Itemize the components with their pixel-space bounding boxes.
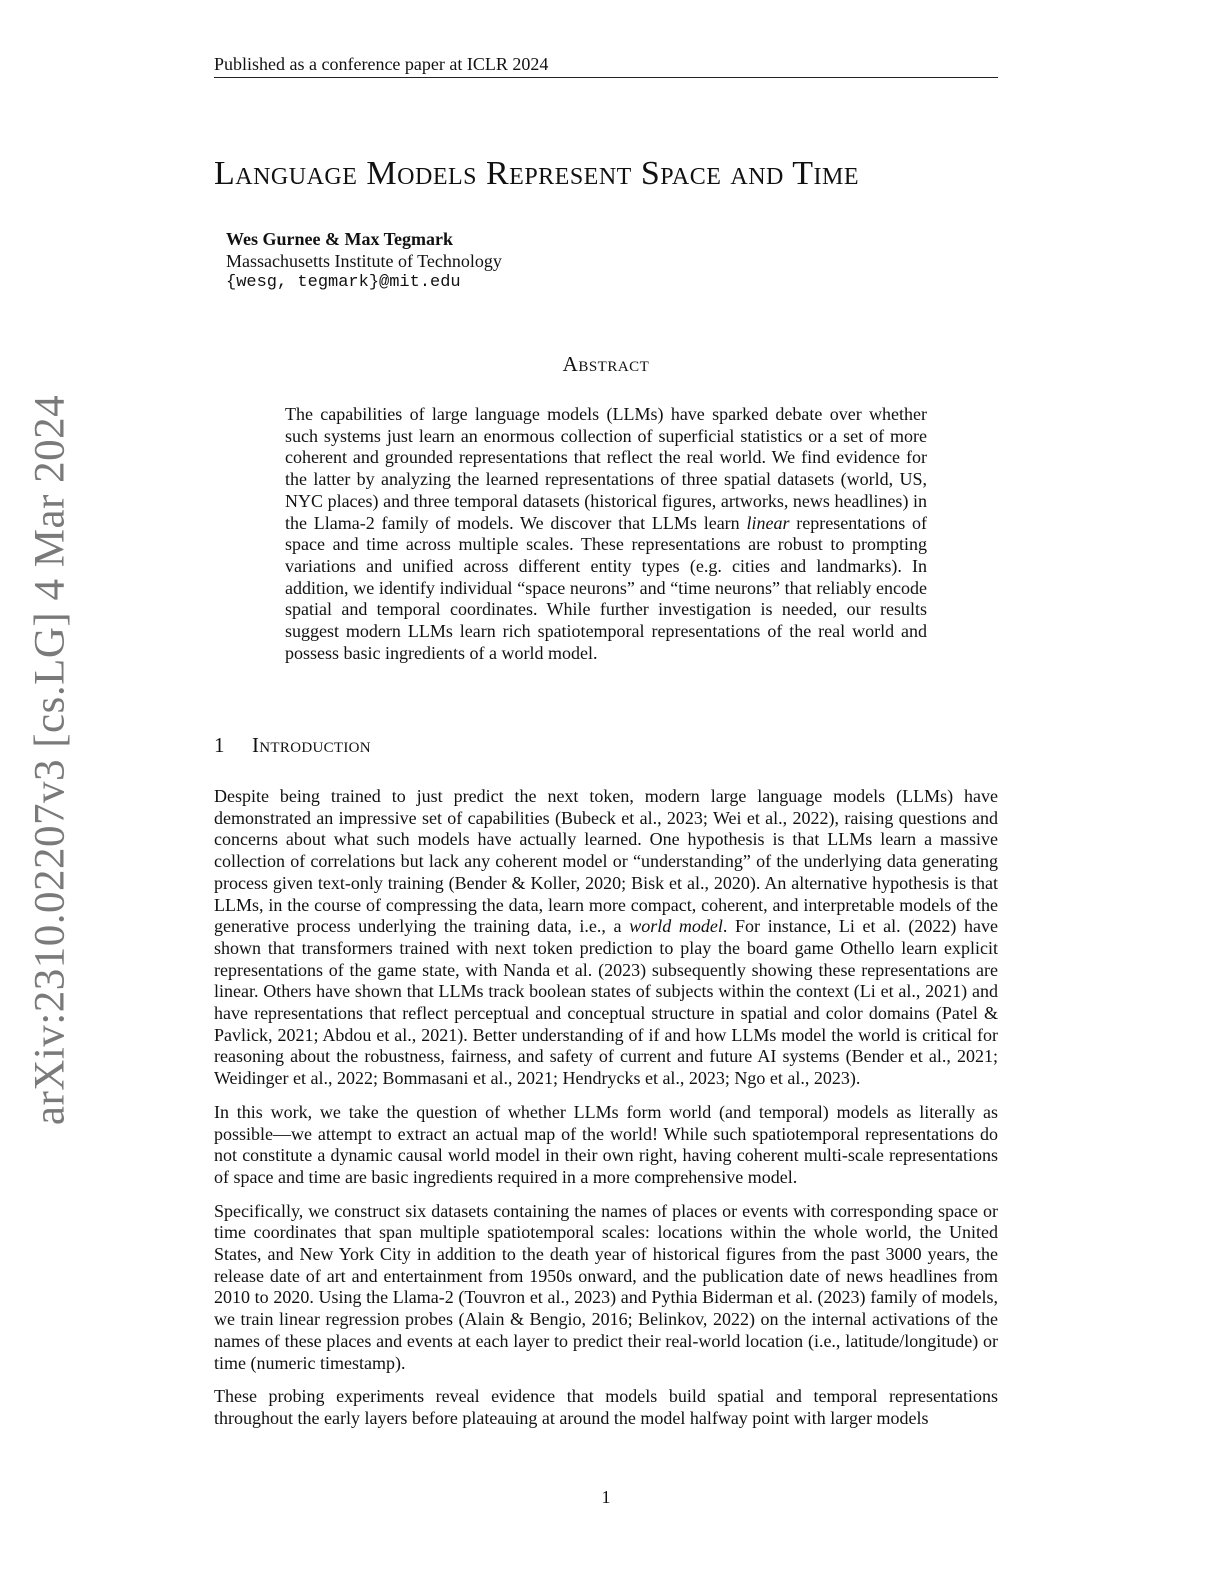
section-heading	[214, 733, 371, 758]
paragraph-emphasis: world model	[629, 916, 723, 937]
running-header: Published as a conference paper at ICLR 2024	[214, 53, 998, 78]
author-block	[226, 228, 502, 294]
paper-title: Language Models Represent Space and Time	[214, 155, 860, 192]
author-email: {wesg, tegmark}@mit.edu	[226, 273, 461, 292]
body-paragraph: Specifically, we construct six datasets containing the names of places or events with corresponding space or time coordinates that span multiple spatiotemporal scales: locations within the whole world, the United States, and New York City in addition to the death year of historical figures from the past 3000 years, the release date of art and entertainment from 1950s onward, and the publication date of news headlines from 2010 to 2020. Using the Llama-2 (Touvron et al., 2023) and Pythia Biderman et al. (2023) family of models, we train linear regression probes (Alain & Bengio, 2016; Belinkov, 2022) on the internal activations of the names of these places and events at each layer to predict their real-world location (i.e., latitude/longitude) or time (numeric timestamp).	[214, 1200, 998, 1373]
section-body	[214, 786, 998, 1442]
author-names: Wes Gurnee & Max Tegmark	[226, 229, 453, 249]
body-paragraph: These probing experiments reveal evidence that models build spatial and temporal representations throughout the early layers before plateauing at around the model halfway point with larger models	[214, 1386, 998, 1428]
paragraph-text-part: . For instance, Li et al. (2022) have shown that transformers trained with next token prediction to play the board game Othello learn explicit representations of the game state, with Nanda et al. (2023) subsequently showing these representations are linear. Others have shown that LLMs track boolean states of subjects within the context (Li et al., 2021) and have representations that reflect perceptual and conceptual structure in spatial and color domains (Patel & Pavlick, 2021; Abdou et al., 2021). Better understanding of if and how LLMs model the world is critical for reasoning about the robustness, fairness, and safety of current and future AI systems (Bender et al., 2021; Weidinger et al., 2022; Bommasani et al., 2021; Hendrycks et al., 2023; Ngo et al., 2023).	[214, 916, 998, 1089]
abstract-heading: Abstract	[562, 352, 650, 376]
page-number: 1	[601, 1487, 611, 1507]
body-paragraph: In this work, we take the question of whether LLMs form world (and temporal) models as literally as possible—we attempt to extract an actual map of the world! While such spatiotemporal representations do not constitute a dynamic causal world model in their own right, having coherent multi-scale representations of space and time are basic ingredients required in a more comprehensive model.	[214, 1101, 998, 1187]
arxiv-identifier: arXiv:2310.02207v3 [cs.LG] 4 Mar 2024	[26, 394, 74, 1126]
author-affiliation: Massachusetts Institute of Technology	[226, 251, 502, 271]
abstract-text-part: The capabilities of large language models (LLMs) have sparked debate over whether such systems just learn an enormous collection of superficial statistics or a set of more coherent and grounded representations that reflect the real world. We find evidence for the latter by analyzing the learned representations of three spatial datasets (world, US, NYC places) and three temporal datasets (historical figures, artworks, news headlines) in the Llama-2 family of models. We discover that LLMs learn	[285, 404, 927, 533]
paragraph-text-part: Despite being trained to just predict the next token, modern large language models (LLMs) have demonstrated an impressive set of capabilities (Bubeck et al., 2023; Wei et al., 2022), raising questions and concerns about what such models have actually learned. One hypothesis is that LLMs learn a massive collection of correlations but lack any coherent model or “understanding” of the underlying data generating process given text-only training (Bender & Koller, 2020; Bisk et al., 2020). An alternative hypothesis is that LLMs, in the course of compressing the data, learn more compact, coherent, and interpretable models of the generative process underlying the training data, i.e., a	[214, 786, 998, 937]
body-paragraph	[214, 786, 998, 1090]
abstract-emphasis: linear	[746, 512, 790, 533]
abstract-text	[285, 404, 927, 664]
section-number: 1	[214, 733, 225, 757]
abstract-text-part: representations of space and time across multiple scales. These representations are robust to prompting variations and unified across different entity types (e.g. cities and landmarks). In addition, we identify individual “space neurons” and “time neurons” that reliably encode spatial and temporal coordinates. While further investigation is needed, our results suggest modern LLMs learn rich spatiotemporal representations of the real world and possess basic ingredients of a world model.	[285, 512, 928, 663]
section-title: Introduction	[252, 733, 371, 757]
